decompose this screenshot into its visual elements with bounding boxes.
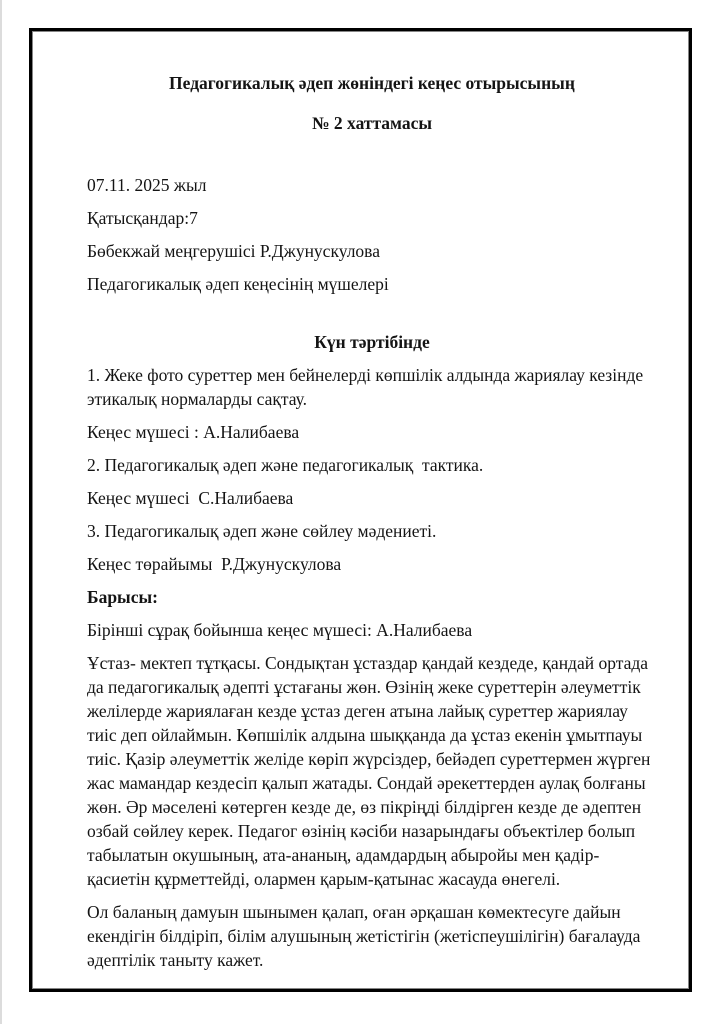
agenda-item-2: 2. Педагогикалық әдеп және педагогикалық тактика. (87, 455, 484, 475)
participants-line: Қатысқандар:7 (87, 208, 198, 228)
speech-paragraph-1: Ұстаз- мектеп тұтқасы. Сондықтан ұстаздар қандай кездеде, қандай ортада да педагогикалық әдепті ұстағаны жөн. Өзінің жеке суреттерін әлеуметтік желілерде жариялаған кезде ұстаз деген атына лайық суреттер жариялау тиіс деп ойлаймын. Көпшілік алдына шыққанда да ұстаз екенін ұмытпауы тиіс. Қазір әлеуметтік желіде көріп жүрсіздер, бейәдеп суреттермен жүрген жас мамандар кездесіп қалып жатады. Сондай әрекеттерден аулақ болғаны жөн. Әр мәселені көтерген кезде де, өз пікріңді білдірген кезде де әдептен озбай сөйлеу керек. Педагог өзінің кәсіби назарындағы объектілер болып табылатын окушының, ата-ананың, адамдардың абыройы мен қадір-қасиетін құрметтейді, олармен қарым-қатынас жасауда өнегелі. (87, 653, 655, 889)
speech-paragraph-2: Ол баланың дамуын шынымен қалап, оған әрқашан көмектесуге дайын екендігін білдіріп, білім алушының жетістігін (жетіспеушілігін) бағалауда әдептілік таныту кажет. (87, 902, 645, 970)
head-line: Бөбекжай меңгерушісі Р.Джунускулова (87, 241, 380, 261)
agenda-heading: Күн тәртібінде (314, 332, 430, 352)
spacer (87, 144, 657, 173)
members-line: Педагогикалық әдеп кеңесінің мүшелері (87, 274, 389, 294)
spacer (87, 305, 657, 330)
scan-edge-artifact (0, 0, 2, 1024)
document-title: Педагогикалық әдеп жөніндегі кеңес отырысының (169, 73, 575, 93)
agenda-speaker-1: Кеңес мүшесі : А.Налибаева (87, 422, 300, 442)
agenda-speaker-2: Кеңес мүшесі С.Налибаева (87, 488, 294, 508)
date-line: 07.11. 2025 жыл (87, 175, 207, 195)
document-content (32, 31, 689, 989)
agenda-chair-line: Кеңес төрайымы Р.Джунускулова (87, 554, 342, 574)
agenda-item-1: 1. Жеке фото суреттер мен бейнелерді көпшілік алдында жариялау кезінде этикалық нормаларды сақтау. (87, 365, 648, 409)
proceedings-heading: Барысы: (87, 587, 158, 607)
first-question-line: Бірінші сұрақ бойынша кеңес мүшесі: А.Налибаева (87, 620, 473, 640)
agenda-item-3: 3. Педагогикалық әдеп және сөйлеу мәдениеті. (87, 521, 437, 541)
page-border-frame (29, 28, 692, 992)
protocol-number: № 2 хаттамасы (311, 113, 433, 133)
